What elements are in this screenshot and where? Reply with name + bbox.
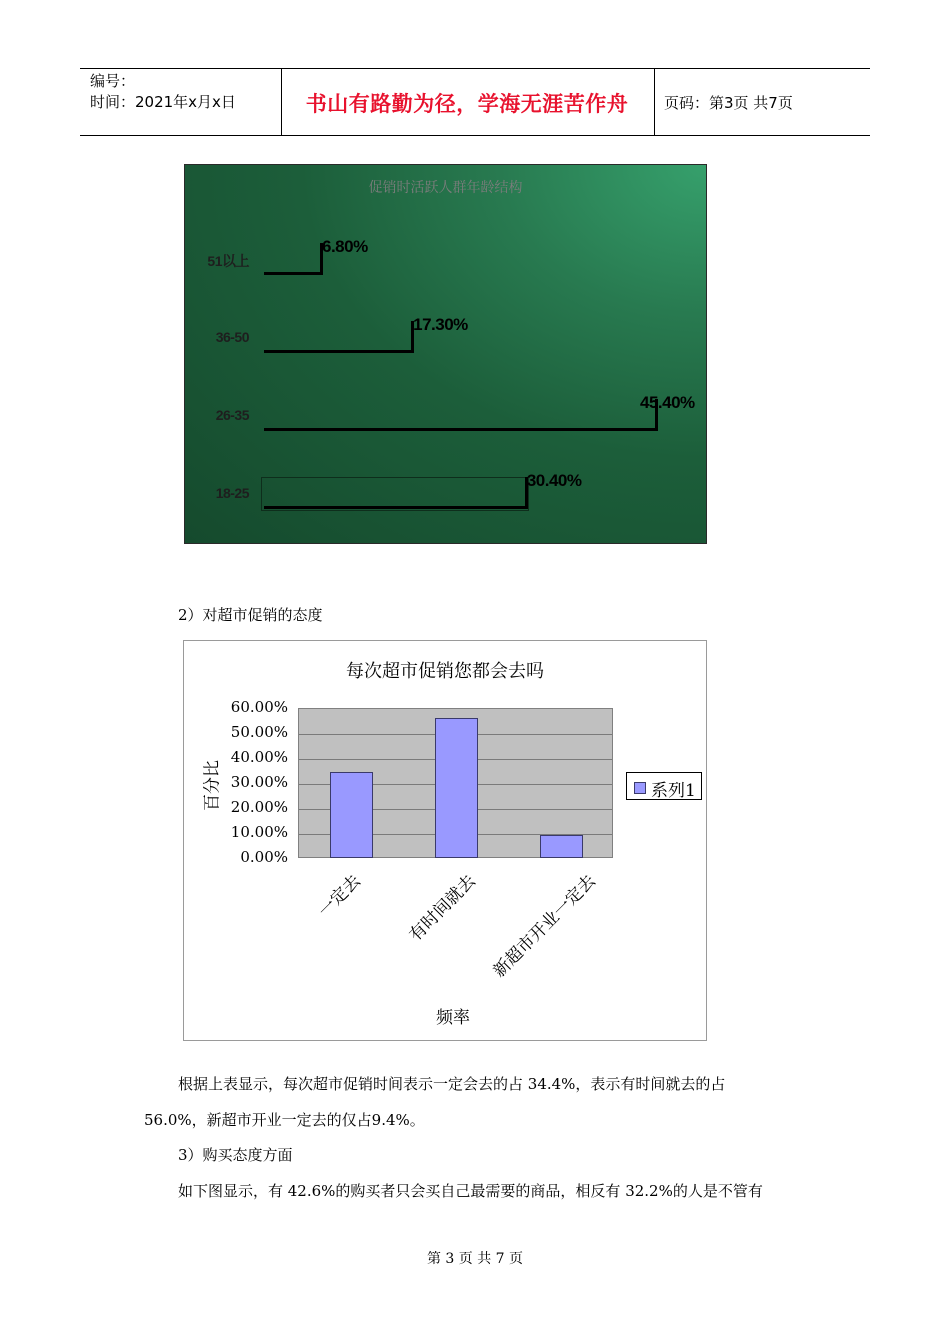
- promotion-frequency-chart: [183, 640, 707, 1041]
- bar: [264, 243, 323, 275]
- bar: [330, 772, 373, 858]
- bar: [264, 321, 414, 353]
- chart-title: 促销时活跃人群年龄结构: [368, 180, 523, 196]
- y-tick-label: 0.00%: [240, 848, 288, 866]
- y-axis-label: 百分比: [202, 760, 223, 811]
- age-structure-chart: [184, 164, 707, 544]
- y-tick-label: 20.00%: [230, 798, 288, 816]
- header-top-rule: [80, 68, 870, 69]
- paragraph-line: 56.0%，新超市开业一定去的仅占9.4%。: [144, 1111, 425, 1129]
- x-axis-label: 频率: [436, 1008, 470, 1028]
- chart-legend: [626, 772, 702, 800]
- header-meta: [90, 71, 236, 113]
- y-tick-label: 40.00%: [230, 748, 288, 766]
- data-label: 6.80%: [322, 237, 368, 256]
- page-footer: 第 3 页 共 7 页: [426, 1251, 524, 1267]
- plot-area: [298, 708, 613, 858]
- bar: [264, 399, 658, 431]
- y-tick-label: 50.00%: [230, 723, 288, 741]
- bar: [540, 835, 583, 859]
- section-heading-purchase: 3）购买态度方面: [178, 1146, 293, 1164]
- x-tick-label: 有时间就去: [405, 871, 480, 946]
- header-divider-right: [654, 68, 655, 136]
- y-tick-label: 10.00%: [230, 823, 288, 841]
- data-label: 45.40%: [640, 393, 695, 412]
- header-page-info: 页码：第3页 共7页: [664, 94, 793, 112]
- x-tick-label: 新超市开业一定去: [489, 871, 600, 982]
- legend-swatch: [634, 782, 646, 794]
- x-tick-label: 一定去: [314, 871, 365, 922]
- chart-title: 每次超市促销您都会去吗: [346, 661, 544, 682]
- bar: [264, 477, 528, 509]
- document-number-label: 编号：: [90, 72, 136, 90]
- data-label: 17.30%: [413, 315, 468, 334]
- y-tick-label: 60.00%: [230, 698, 288, 716]
- paragraph-line: 如下图显示，有 42.6%的购买者只会买自己最需要的商品，相反有 32.2%的人是不管有: [178, 1182, 763, 1200]
- category-label: 18-25: [215, 485, 249, 501]
- y-tick-label: 30.00%: [230, 773, 288, 791]
- header-bottom-rule: [80, 135, 870, 136]
- legend-label: 系列1: [651, 781, 696, 801]
- paragraph-line: 根据上表显示，每次超市促销时间表示一定会去的占 34.4%，表示有时间就去的占: [178, 1075, 726, 1093]
- category-label: 26-35: [215, 407, 249, 423]
- section-heading-attitude: 2）对超市促销的态度: [178, 606, 323, 624]
- category-label: 36-50: [215, 329, 249, 345]
- data-label: 30.40%: [526, 471, 582, 490]
- header-motto: 书山有路勤为径，学海无涯苦作舟: [305, 92, 629, 116]
- category-label: 51以上: [207, 253, 249, 269]
- bar: [435, 718, 478, 858]
- document-date: 时间：2021年x月x日: [90, 93, 236, 111]
